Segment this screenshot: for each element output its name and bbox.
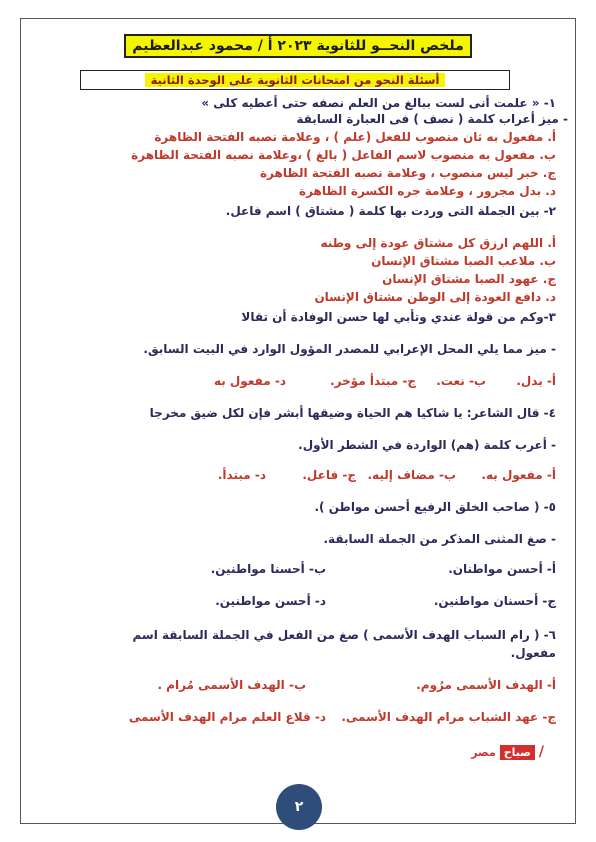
logo-sub: مصر xyxy=(471,745,496,759)
q2-option-b: ب. ملاعب الصبا مشتاق الإنسان xyxy=(371,254,556,268)
q2-option-a: أ. اللهم ارزق كل مشتاق عودة إلى وطنه xyxy=(320,236,556,250)
q5-option-a: أ- أحسن مواطنان. xyxy=(448,562,556,576)
q6-stem-cont: مفعول. xyxy=(510,646,556,660)
q1-instruction: - ميز أعراب كلمة ( نصف ) فى العبارة السابقة xyxy=(296,112,568,126)
q3-option-a: أ- بدل. xyxy=(516,374,556,388)
q4-option-b: ب- مضاف إليه. xyxy=(367,468,456,482)
logo-main: صباح xyxy=(500,745,535,760)
q3-instruction: - ميز مما يلي المحل الإعرابي للمصدر المؤول الوارد في البيت السابق. xyxy=(143,342,556,356)
q4-stem: ٤- قال الشاعر: يا شاكيا هم الحياة وضيقها أبشر فإن لكل ضيق مخرجا xyxy=(149,406,556,420)
section-heading-text: أسئلة النحو من امتحانات الثانوية على الوحدة الثانية xyxy=(145,73,446,87)
q3-option-c: ج- مبتدأ مؤخر. xyxy=(330,374,416,388)
q6-option-a: أ- الهدف الأسمى مرُوم. xyxy=(416,678,556,692)
q1-stem: ١- « علمت أنى لست ببالغ من العلم نصفه حتى أعطيه كلى » xyxy=(201,96,556,110)
q2-option-c: ج. عهود الصبا مشتاق الإنسان xyxy=(382,272,556,286)
q1-option-c: ج. خبر ليس منصوب ، وعلامة نصبه الفتحة الظاهرة xyxy=(259,166,556,180)
q5-option-d: د- أحسن مواطنين. xyxy=(215,594,326,608)
q4-instruction: - أعرب كلمة (هم) الواردة في الشطر الأول. xyxy=(298,438,556,452)
q3-stem: ٣-وكم من قولة عندي وتأبي لها حسن الوفادة أن تقالا xyxy=(241,310,556,324)
q2-stem: ٢- بين الجملة التى وردت بها كلمة ( مشتاق ) اسم فاعل. xyxy=(225,204,556,218)
q2-option-d: د. دافع العودة إلى الوطن مشتاق الإنسان xyxy=(314,290,556,304)
q3-option-b: ب- نعت. xyxy=(436,374,486,388)
q1-option-d: د. بدل مجرور ، وعلامة جره الكسرة الظاهرة xyxy=(299,184,556,198)
q6-option-d: د- قلاع العلم مرام الهدف الأسمى xyxy=(128,710,326,724)
q1-option-b: ب. مفعول به منصوب لاسم الفاعل ( بالغ ) ،وعلامة نصبه الفتحة الظاهرة xyxy=(131,148,556,162)
logo-slash-icon: / xyxy=(538,744,544,760)
q3-option-d: د- مفعول به xyxy=(213,374,286,388)
q5-option-b: ب- أحسنا مواطنين. xyxy=(210,562,326,576)
q5-instruction: - صغ المثنى المذكر من الجملة السابقة. xyxy=(323,532,556,546)
publisher-logo xyxy=(470,742,544,762)
q6-stem: ٦- ( رام السباب الهدف الأسمى ) صغ من الفعل في الجملة السابقة اسم xyxy=(132,628,556,642)
page-title: ملخص النحــو للثانوية ٢٠٢٣ أ / محمود عبدالعظيم xyxy=(124,34,472,58)
q6-option-c: ج- عهد الشباب مرام الهدف الأسمى. xyxy=(341,710,556,724)
q4-option-d: د- مبتدأ. xyxy=(217,468,266,482)
q1-option-a: أ. مفعول به ثان منصوب للفعل (علم ) ، وعلامة نصبه الفتحة الظاهرة xyxy=(154,130,556,144)
q5-option-c: ج- أحسنان مواطنين. xyxy=(433,594,556,608)
q5-stem: ٥- ( صاحب الخلق الرفيع أحسن مواطن ). xyxy=(314,500,556,514)
q6-option-b: ب- الهدف الأسمى مُرام . xyxy=(157,678,306,692)
q4-option-c: ج- فاعل. xyxy=(302,468,356,482)
section-heading xyxy=(80,70,510,90)
q4-option-a: أ- مفعول به. xyxy=(481,468,556,482)
page-number: ٢ xyxy=(276,784,322,830)
